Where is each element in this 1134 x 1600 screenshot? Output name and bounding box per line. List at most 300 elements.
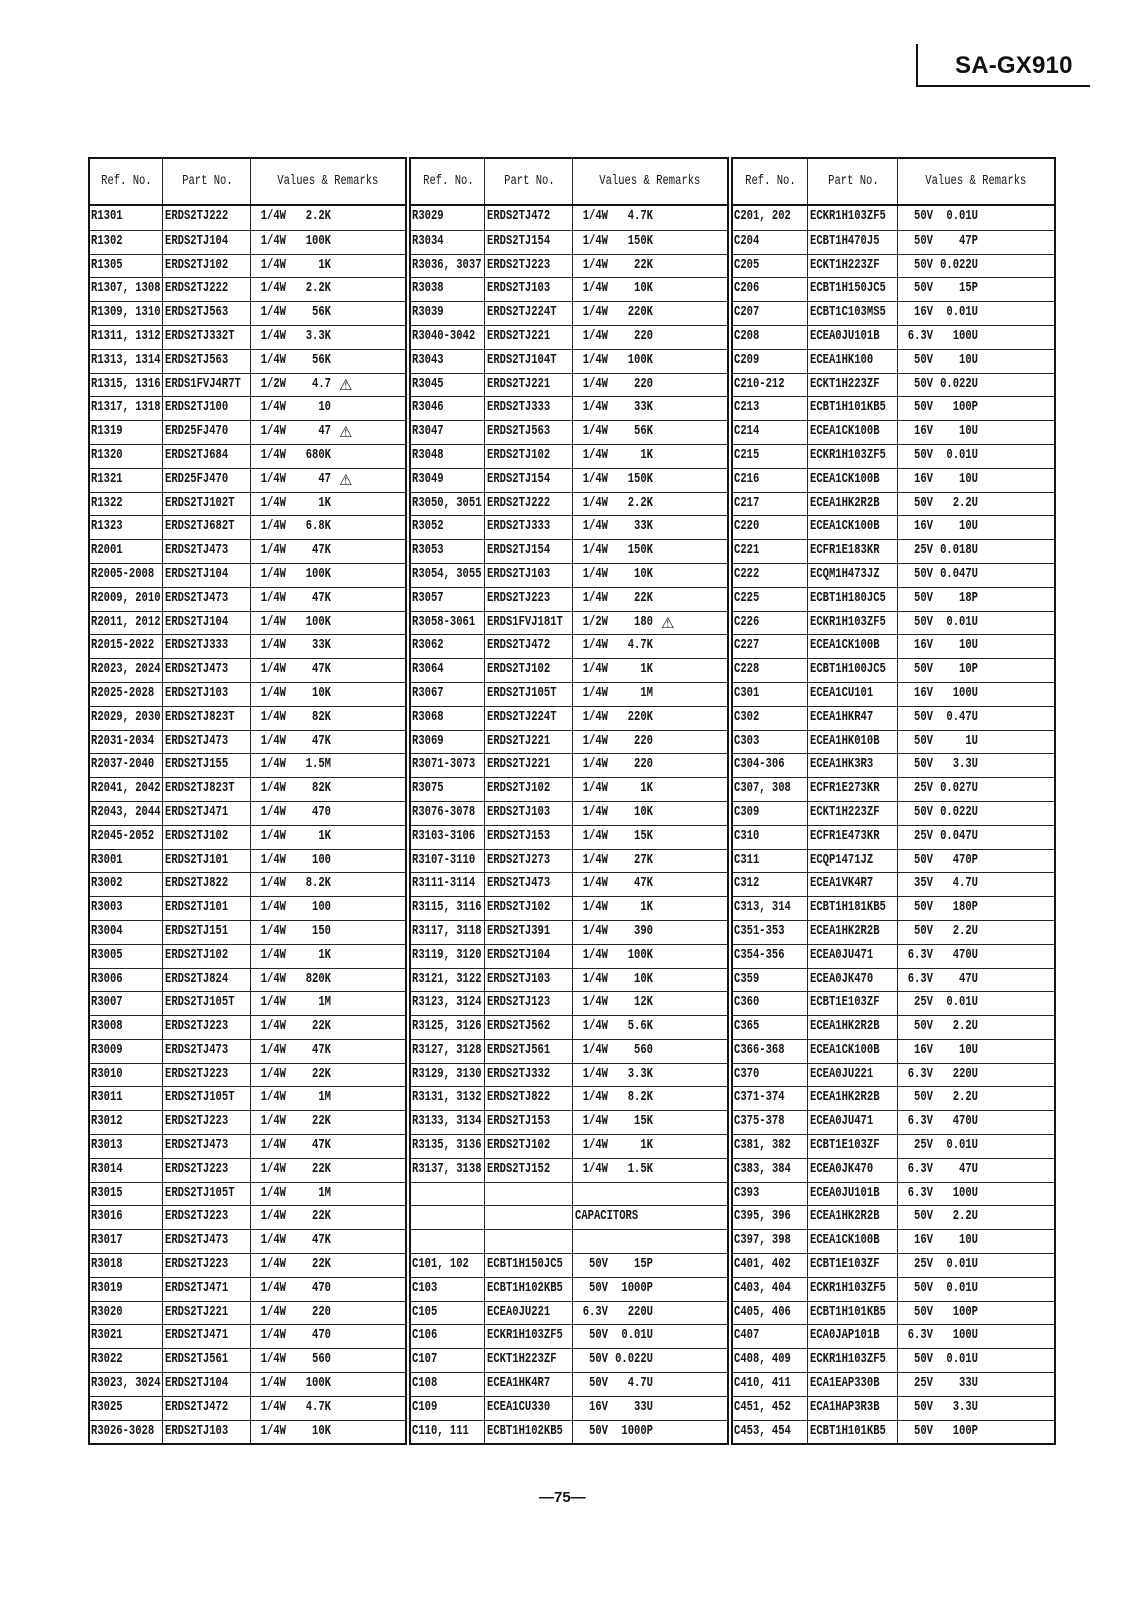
ref-cell (411, 1159, 484, 1182)
rating-text: 1/4W (582, 209, 608, 224)
value-text: 0.027U (940, 781, 978, 797)
rating-text: 1/4W (582, 543, 608, 559)
value-text: 47P (959, 233, 978, 249)
value-text: 1K (318, 495, 331, 511)
part-number: ERDS2TJ473 (165, 1233, 229, 1249)
part-number: ECEA0JK470 (810, 1161, 874, 1177)
ref-number: C375-378 (734, 1114, 785, 1130)
ref-number: R3045 (412, 376, 444, 392)
value-text: 10K (312, 685, 331, 701)
ref-number: R3005 (91, 947, 123, 963)
ref-number: C103 (412, 1280, 438, 1296)
ref-cell (90, 1373, 162, 1396)
ref-cell (411, 374, 484, 397)
table-row (411, 1420, 727, 1444)
part-cell (162, 635, 250, 658)
rating-text: 1/4W (260, 1019, 286, 1035)
value-text: 47K (312, 543, 331, 559)
part-cell (162, 1111, 250, 1134)
value-text: 470 (312, 1328, 331, 1344)
ref-cell (411, 302, 484, 325)
part-cell (162, 1302, 250, 1325)
ref-number: R2015-2022 (91, 638, 155, 654)
table-row (411, 563, 727, 587)
header-values-label: Values & Remarks (599, 173, 701, 189)
part-cell (807, 1159, 897, 1182)
part-number: ERDS2TJ222 (165, 209, 229, 224)
ref-number: C213 (734, 400, 760, 416)
part-cell (484, 1040, 572, 1063)
values-cell (572, 802, 727, 825)
value-text: 470U (952, 1114, 978, 1130)
table-row (90, 1396, 405, 1420)
values-cell (250, 516, 405, 539)
values-cell (250, 1111, 405, 1134)
value-text: 100 (312, 852, 331, 868)
values-cell (250, 731, 405, 754)
part-number: ERDS2TJ102 (487, 662, 551, 678)
part-cell (807, 731, 897, 754)
ref-cell (733, 1397, 807, 1420)
part-cell (162, 1206, 250, 1229)
ref-number: R3133, 3134 (412, 1114, 482, 1130)
table-row (733, 730, 1054, 754)
rating-text: 1/4W (260, 828, 286, 844)
ref-number: R3057 (412, 590, 444, 606)
rating-text: 1/4W (260, 995, 286, 1011)
rating-text: 6.3V (907, 1161, 933, 1177)
ref-number: R3137, 3138 (412, 1161, 482, 1177)
part-cell (807, 493, 897, 516)
ref-cell (733, 945, 807, 968)
part-number: ECBT1H101KB5 (810, 400, 886, 416)
ref-number: R3026-3028 (91, 1423, 155, 1439)
values-cell (572, 1325, 727, 1348)
value-text: 1K (640, 662, 653, 678)
table-row (411, 920, 727, 944)
value-text: 10U (959, 1042, 978, 1058)
part-cell (484, 731, 572, 754)
rating-text: 1/4W (260, 1209, 286, 1225)
part-cell (484, 255, 572, 278)
part-number: ECEA1CK100B (810, 471, 880, 487)
ref-number: R3040-3042 (412, 328, 476, 344)
rating-text: 1/4W (260, 733, 286, 749)
part-number: ERDS1FVJ181T (487, 614, 563, 630)
safety-mark-icon: ⚠ (339, 470, 353, 489)
part-number: ERDS2TJ221 (487, 757, 551, 773)
part-number: ECEA1HK3R3 (810, 757, 874, 773)
part-number: ERDS2TJ151 (165, 923, 229, 939)
part-cell (162, 897, 250, 920)
values-cell (897, 206, 1054, 230)
rating-text: 50V (914, 495, 933, 511)
part-cell (162, 802, 250, 825)
ref-number: C381, 382 (734, 1138, 791, 1154)
table-header (733, 159, 1054, 206)
table-row (90, 1324, 405, 1348)
value-text: 680K (305, 447, 331, 463)
rating-text: 25V (914, 781, 933, 797)
ref-cell (411, 1349, 484, 1372)
value-text: 100K (627, 947, 653, 963)
table-row (90, 1229, 405, 1253)
table-row (733, 206, 1054, 230)
ref-number: R3062 (412, 638, 444, 654)
rating-text: 1/4W (260, 400, 286, 416)
part-number: ERDS2TJ224T (487, 709, 557, 725)
part-number: ECKR1H103ZF5 (810, 447, 886, 463)
value-text: 1K (640, 1138, 653, 1154)
ref-cell (733, 873, 807, 896)
ref-cell (90, 1254, 162, 1277)
values-cell (572, 754, 727, 777)
part-number: ECFR1E183KR (810, 543, 880, 559)
ref-cell (90, 588, 162, 611)
table-row (733, 277, 1054, 301)
part-cell (807, 635, 897, 658)
table-row (733, 1015, 1054, 1039)
ref-number: C206 (734, 281, 760, 297)
ref-cell (733, 897, 807, 920)
ref-number: R3053 (412, 543, 444, 559)
part-number: ERDS2TJ100 (165, 400, 229, 416)
rating-text: 1/4W (260, 947, 286, 963)
ref-cell (90, 969, 162, 992)
ref-number: C410, 411 (734, 1376, 791, 1392)
ref-cell (733, 516, 807, 539)
part-number: ERDS2TJ102 (487, 781, 551, 797)
rating-text: 50V (914, 590, 933, 606)
ref-cell (411, 1183, 484, 1206)
table-row (411, 896, 727, 920)
values-cell (250, 1254, 405, 1277)
rating-text: 1/4W (260, 566, 286, 582)
value-text: 1K (318, 828, 331, 844)
ref-cell (90, 374, 162, 397)
ref-cell (411, 1373, 484, 1396)
part-number: ERDS2TJ223 (165, 1161, 229, 1177)
rating-text: 1/4W (582, 257, 608, 273)
value-text: 1.5M (305, 757, 331, 773)
rating-text: 50V (589, 1257, 608, 1273)
rating-text: 6.3V (907, 1114, 933, 1130)
table-row (411, 492, 727, 516)
table-row (733, 634, 1054, 658)
ref-number: C216 (734, 471, 760, 487)
part-cell (484, 945, 572, 968)
values-cell (250, 1325, 405, 1348)
values-cell (572, 397, 727, 420)
rating-text: 16V (914, 305, 933, 321)
ref-number: R3127, 3128 (412, 1042, 482, 1058)
table-row (90, 373, 405, 397)
value-text: 100K (305, 566, 331, 582)
table-row (733, 254, 1054, 278)
table-row (733, 1110, 1054, 1134)
ref-cell (411, 659, 484, 682)
ref-number: C214 (734, 424, 760, 440)
table-row (411, 254, 727, 278)
part-number: ECBT1H100JC5 (810, 662, 886, 678)
part-number: ERDS2TJ104T (487, 352, 557, 368)
ref-number: R2041, 2042 (91, 781, 161, 797)
ref-number: C365 (734, 1019, 760, 1035)
rating-text: 1/4W (260, 923, 286, 939)
values-cell (572, 588, 727, 611)
part-cell (162, 374, 250, 397)
table-row (411, 1063, 727, 1087)
ref-number: R3001 (91, 852, 123, 868)
part-number: ERDS2TJ154 (487, 471, 551, 487)
ref-number: R3049 (412, 471, 444, 487)
ref-number: C215 (734, 447, 760, 463)
part-number: ECKR1H103ZF5 (487, 1328, 563, 1344)
values-cell (897, 255, 1054, 278)
ref-number: C108 (412, 1376, 438, 1392)
values-cell (897, 850, 1054, 873)
ref-cell (90, 493, 162, 516)
values-cell (572, 421, 727, 444)
part-number: ECBT1H150JC5 (810, 281, 886, 297)
table-row (733, 515, 1054, 539)
rating-text: 50V (914, 257, 933, 273)
table-row (411, 325, 727, 349)
value-text: 0.047U (940, 828, 978, 844)
ref-number: C312 (734, 876, 760, 892)
ref-number: R3052 (412, 519, 444, 535)
value-text: 47U (959, 1161, 978, 1177)
value-text: 1000P (621, 1423, 653, 1439)
part-cell (807, 707, 897, 730)
ref-cell (411, 1016, 484, 1039)
ref-cell (733, 493, 807, 516)
part-number: ECEA1VK4R7 (810, 876, 874, 892)
part-cell (807, 921, 897, 944)
ref-cell (733, 707, 807, 730)
value-text: 6.8K (305, 519, 331, 535)
value-text: 47K (312, 1138, 331, 1154)
value-text: 1K (640, 781, 653, 797)
part-number: ERDS2TJ223 (165, 1209, 229, 1225)
table-row (90, 1205, 405, 1229)
part-cell (807, 778, 897, 801)
rating-text: 1/4W (260, 233, 286, 249)
values-cell (897, 992, 1054, 1015)
part-cell (162, 588, 250, 611)
value-text: 1K (640, 447, 653, 463)
ref-number: C310 (734, 828, 760, 844)
value-text: 22K (312, 1209, 331, 1225)
value-text: 10U (959, 352, 978, 368)
part-cell (162, 231, 250, 254)
value-text: 0.01U (621, 1328, 653, 1344)
value-text: 100K (627, 352, 653, 368)
rating-text: 1/4W (260, 614, 286, 630)
value-text: 33K (634, 519, 653, 535)
values-cell (897, 921, 1054, 944)
ref-cell (411, 873, 484, 896)
values-cell (897, 1111, 1054, 1134)
header-ref-cell (733, 159, 807, 204)
table-row (90, 682, 405, 706)
value-text: 150K (627, 471, 653, 487)
ref-cell (411, 1135, 484, 1158)
values-cell (572, 231, 727, 254)
ref-cell (411, 897, 484, 920)
rating-text: 1/4W (582, 471, 608, 487)
part-number: ERDS2TJ332 (487, 1066, 551, 1082)
part-cell (162, 397, 250, 420)
table-row (411, 825, 727, 849)
table-row (90, 730, 405, 754)
ref-cell (90, 326, 162, 349)
ref-cell (90, 1040, 162, 1063)
rating-text: 6.3V (907, 971, 933, 987)
values-cell (572, 1159, 727, 1182)
ref-number: R1323 (91, 519, 123, 535)
rating-text: 1/4W (582, 400, 608, 416)
ref-number: R3025 (91, 1399, 123, 1415)
part-number: ERDS2TJ221 (487, 733, 551, 749)
table-row (411, 1253, 727, 1277)
part-number: ERDS2TJ104 (487, 947, 551, 963)
ref-number: R3075 (412, 781, 444, 797)
value-text: 1K (640, 900, 653, 916)
value-text: 150 (312, 923, 331, 939)
part-number: ECEA0JK470 (810, 971, 874, 987)
ref-cell (411, 992, 484, 1015)
value-text: 560 (312, 1352, 331, 1368)
table-row (733, 1086, 1054, 1110)
part-cell (484, 921, 572, 944)
ref-cell (733, 683, 807, 706)
part-cell (807, 1206, 897, 1229)
part-number: ERDS2TJ105T (487, 685, 557, 701)
ref-number: R1305 (91, 257, 123, 273)
rating-text: 16V (589, 1399, 608, 1415)
part-cell (484, 1111, 572, 1134)
part-cell (807, 1064, 897, 1087)
value-text: 470 (312, 804, 331, 820)
ref-cell (90, 921, 162, 944)
ref-number: R3018 (91, 1257, 123, 1273)
value-text: 10U (959, 424, 978, 440)
ref-number: C351-353 (734, 923, 785, 939)
values-cell (250, 1397, 405, 1420)
part-cell (484, 206, 572, 230)
value-text: 220K (627, 709, 653, 725)
rating-text: 1/4W (260, 1280, 286, 1296)
values-cell (572, 707, 727, 730)
ref-number: C403, 404 (734, 1280, 791, 1296)
values-cell (250, 1016, 405, 1039)
rating-text: 50V (914, 376, 933, 392)
rating-text: 1/4W (582, 900, 608, 916)
ref-cell (733, 754, 807, 777)
ref-cell (733, 445, 807, 468)
table-header (90, 159, 405, 206)
value-text: 4.7 (312, 376, 331, 392)
ref-number: R1313, 1314 (91, 352, 161, 368)
value-text: 2.2U (952, 923, 978, 939)
value-text: 10K (634, 566, 653, 582)
values-cell (572, 897, 727, 920)
values-cell (572, 1278, 727, 1301)
values-cell (897, 1349, 1054, 1372)
ref-cell (411, 445, 484, 468)
table-row (90, 825, 405, 849)
part-cell (484, 516, 572, 539)
ref-cell (411, 707, 484, 730)
ref-number: C453, 454 (734, 1423, 791, 1439)
rating-text: 1/4W (582, 852, 608, 868)
ref-number: R1320 (91, 447, 123, 463)
rating-text: 50V (914, 1399, 933, 1415)
ref-cell (733, 326, 807, 349)
ref-cell (733, 1087, 807, 1110)
ref-number: C110, 111 (412, 1423, 469, 1439)
value-text: 22K (312, 1066, 331, 1082)
part-number: ECKR1H103ZF5 (810, 209, 886, 224)
ref-cell (411, 731, 484, 754)
rating-text: 50V (914, 352, 933, 368)
header-ref-cell (90, 159, 162, 204)
ref-cell (411, 1087, 484, 1110)
table-row (733, 1420, 1054, 1444)
ref-cell (733, 1111, 807, 1134)
part-cell (484, 1421, 572, 1444)
value-text: 100U (952, 1328, 978, 1344)
ref-number: R3115, 3116 (412, 900, 482, 916)
rating-text: 50V (914, 566, 933, 582)
value-text: 82K (312, 781, 331, 797)
part-number: ERDS2TJ102 (487, 900, 551, 916)
rating-text: 1/4W (260, 424, 286, 440)
rating-text: 1/4W (260, 352, 286, 368)
part-cell (807, 1373, 897, 1396)
part-number: ERDS2TJ102 (487, 447, 551, 463)
part-number: ECFR1E273KR (810, 781, 880, 797)
values-cell (897, 731, 1054, 754)
rating-text: 16V (914, 519, 933, 535)
part-cell (807, 1421, 897, 1444)
part-number: ECEA1CK100B (810, 638, 880, 654)
rating-text: 1/2W (582, 614, 608, 630)
table-row (733, 1205, 1054, 1229)
part-number: ECEA1CU101 (810, 685, 874, 701)
ref-cell (411, 231, 484, 254)
ref-number: R3107-3110 (412, 852, 476, 868)
ref-number: R2031-2034 (91, 733, 155, 749)
values-cell (572, 1397, 727, 1420)
ref-number: C209 (734, 352, 760, 368)
part-cell (162, 564, 250, 587)
part-number: ECEA1CK100B (810, 424, 880, 440)
value-text: 0.018U (940, 543, 978, 559)
part-cell (807, 659, 897, 682)
value-text: 220 (634, 757, 653, 773)
part-cell (484, 802, 572, 825)
table-row (733, 563, 1054, 587)
ref-cell (411, 754, 484, 777)
part-cell (484, 707, 572, 730)
part-cell (162, 778, 250, 801)
value-text: 180 (634, 614, 653, 630)
table-row (90, 539, 405, 563)
ref-number: R1307, 1308 (91, 281, 161, 297)
part-cell (484, 469, 572, 492)
